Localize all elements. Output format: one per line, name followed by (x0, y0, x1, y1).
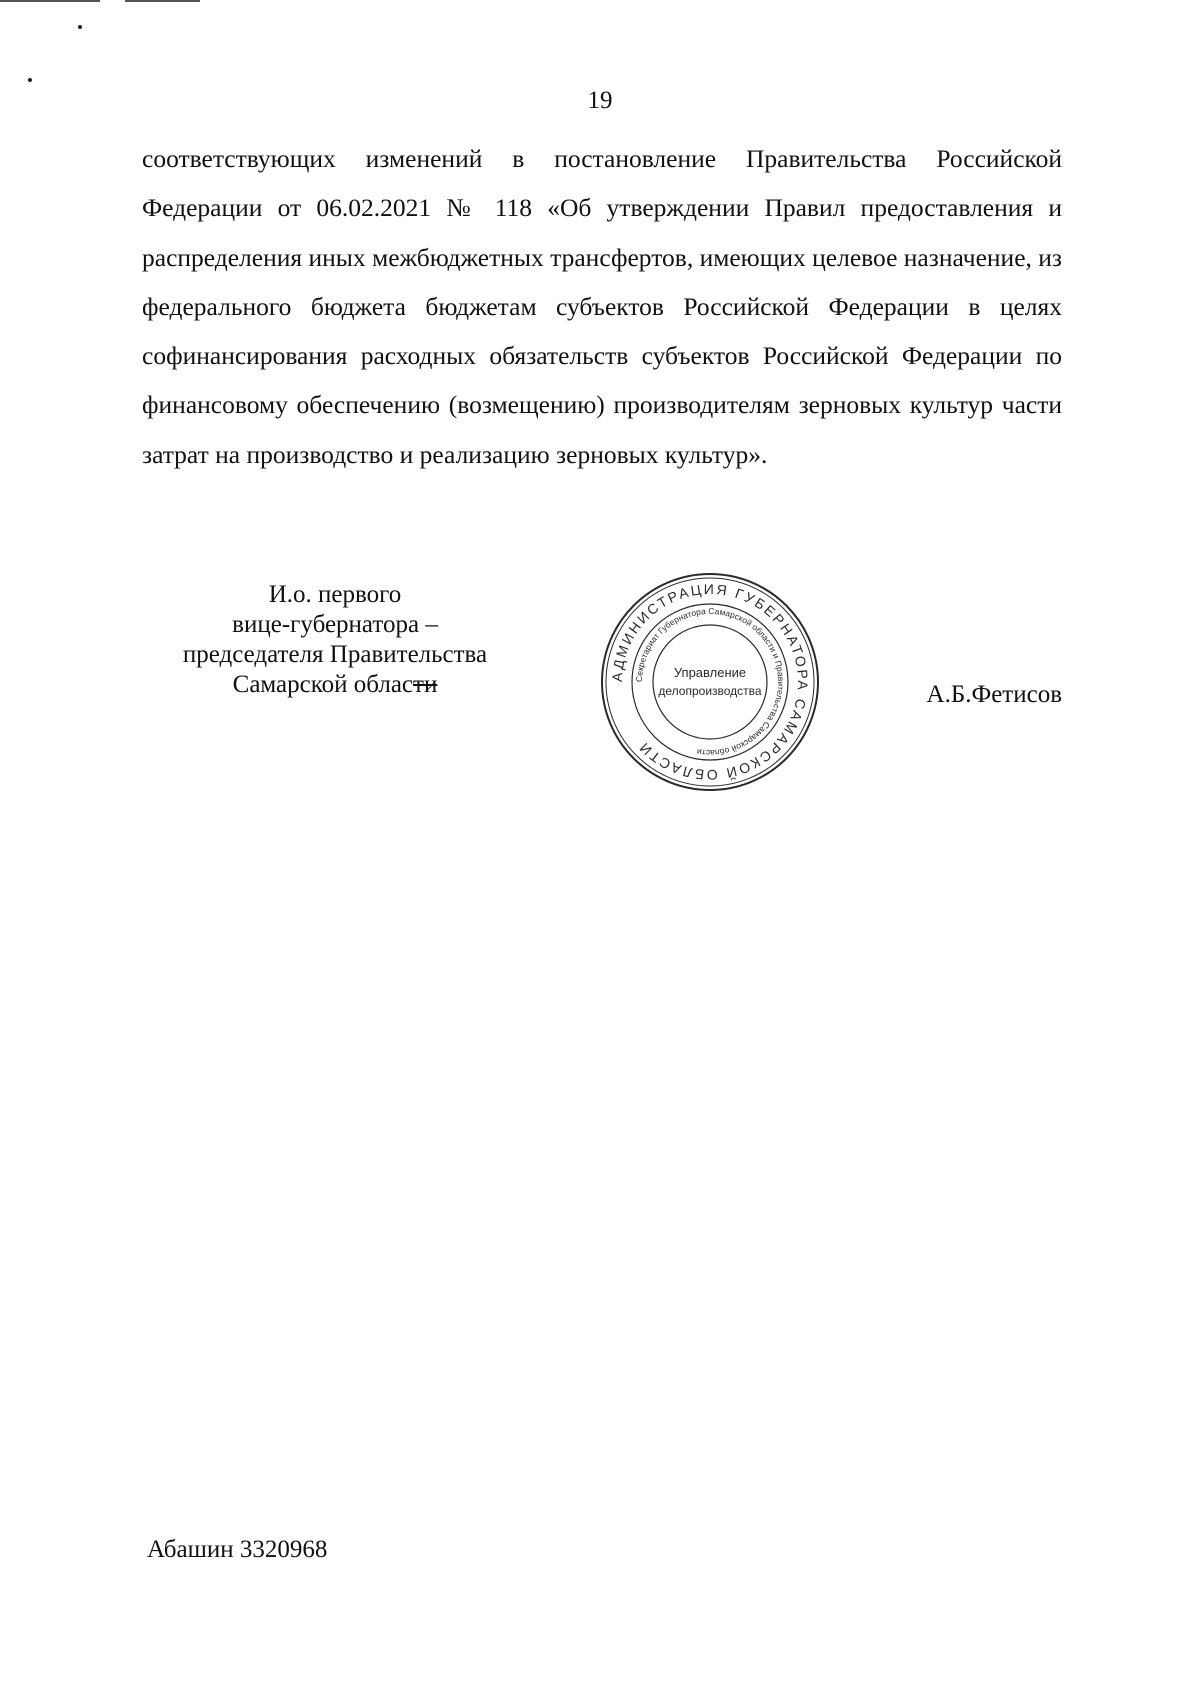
signer-title (140, 580, 530, 700)
stamp-center-line: делопроизводства (658, 684, 762, 698)
scan-edge-mark (0, 0, 100, 2)
stamp-inner-ring (653, 625, 767, 739)
page-number: 19 (587, 87, 613, 114)
official-stamp (599, 571, 821, 793)
struck-text: ти (413, 671, 438, 698)
body-paragraph: соответствующих изменений в постановление Правительства Российской Федерации от 06.02.2021 № 118 «Об утверждении Правил предоставления и распределения иных межбюджетных трансфертов, имеющих целевое назначение, из федерального бюджета бюджетам субъектов Российской Федерации в целях софинансирования расходных обязательств субъектов Российской Федерации по финансовому обеспечению (возмещению) производителям зерновых культур части затрат на производство и реализацию зерновых культур». (142, 144, 1062, 469)
stamp-middle-ring (632, 604, 788, 760)
stamp-outer-text: АДМИНИСТРАЦИЯ ГУБЕРНАТОРА САМАРСКОЙ ОБЛАСТИ (608, 580, 812, 784)
stamp-inner-text: Секретариат Губернатора Самарской области и Правительства Самарской области (633, 605, 787, 759)
scan-speck (28, 78, 32, 82)
signer-title-line: председателя Правительства (182, 641, 488, 668)
signer-title-line: вице-губернатора – (232, 611, 438, 638)
signer-title-text: Самарской облас (232, 671, 414, 698)
signer-title-line (140, 670, 530, 700)
scan-edge-mark (125, 0, 200, 2)
scan-speck (78, 25, 82, 29)
signer-name: А.Б.Фетисов (926, 681, 1062, 708)
signer-title-line: И.о. первого (268, 581, 402, 608)
executor-contact: Абашин 3320968 (147, 1536, 328, 1563)
stamp-center-line: Управление (673, 665, 747, 680)
